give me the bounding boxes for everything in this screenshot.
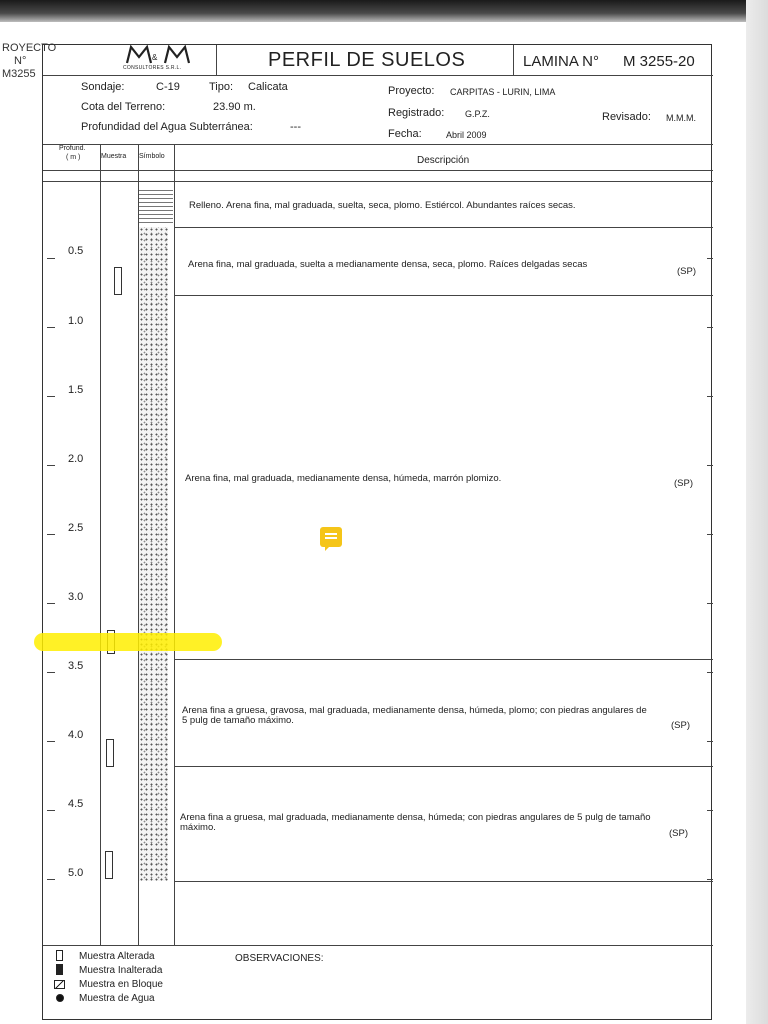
stratum-4-description: Arena fina a gruesa, gravosa, mal graduada, medianamente densa, húmeda, plomo; con piedras angulares de 5 pulg de tamaño máximo. (182, 705, 647, 726)
description-column-header: Descripción (417, 155, 470, 166)
agua-label: Profundidad del Agua Subterránea: (81, 121, 253, 133)
left-margin-label-2: N° (14, 55, 27, 67)
lamina-label: LAMINA N° (523, 53, 600, 70)
observaciones-label: OBSERVACIONES: (235, 953, 324, 964)
cota-label: Cota del Terreno: (81, 101, 166, 113)
depth-tick-label: 1.0 (68, 315, 84, 327)
stratum-4-class: (SP) (671, 720, 690, 731)
depth-tick-label: 5.0 (68, 867, 84, 879)
symbol-column-line (174, 144, 175, 945)
sand-symbol (139, 227, 168, 881)
left-margin-label-3: M3255 (2, 68, 36, 80)
cota-value: 23.90 m. (213, 101, 256, 113)
stratum-boundary (174, 295, 713, 296)
stratum-3-description: Arena fina, mal graduada, medianamente densa, húmeda, marrón plomizo. (185, 473, 502, 484)
stratum-boundary (174, 881, 713, 882)
proyecto-value: CARPITAS - LURIN, LIMA (450, 87, 556, 97)
legend-label: Muestra de Agua (79, 993, 155, 1004)
depth-tick-label: 2.0 (68, 453, 84, 465)
sample-disturbed-icon (56, 950, 63, 961)
highlight-annotation[interactable] (34, 633, 222, 651)
table-header-bottom (43, 170, 713, 171)
left-margin-label-1: ROYECTO (2, 42, 57, 54)
soil-profile-sheet (42, 44, 712, 1020)
stratum-boundary (174, 227, 713, 228)
sample-marker (105, 851, 113, 879)
header-divider (43, 75, 713, 76)
proyecto-label: Proyecto: (388, 85, 435, 97)
stratum-1-description: Relleno. Arena fina, mal graduada, suelta, seca, plomo. Estiércol. Abundantes raíces secas. (189, 200, 576, 211)
stratum-2-class: (SP) (677, 266, 696, 277)
profile-top (43, 181, 713, 182)
tipo-value: Calicata (248, 81, 288, 93)
sample-column-header: Muestra (101, 153, 127, 160)
depth-unit-header: ( m ) (66, 154, 81, 161)
legend-label: Muestra en Bloque (79, 979, 163, 990)
comment-icon[interactable] (320, 527, 342, 547)
water-sample-icon (56, 994, 64, 1002)
scan-right-edge (746, 0, 768, 1024)
legend-label: Muestra Inalterada (79, 965, 163, 976)
registrado-label: Registrado: (388, 107, 445, 119)
depth-column-line (100, 144, 101, 945)
stratum-boundary (174, 659, 713, 660)
company-name: CONSULTORES S.R.L. (123, 65, 182, 71)
agua-value: --- (290, 121, 301, 133)
sample-undisturbed-icon (56, 964, 63, 975)
depth-tick-label: 4.0 (68, 729, 84, 741)
depth-tick-label: 3.0 (68, 591, 84, 603)
symbol-column-header: Símbolo (139, 153, 165, 160)
stratum-3-class: (SP) (674, 478, 693, 489)
sample-block-icon (54, 980, 65, 989)
page-title: PERFIL DE SUELOS (268, 49, 466, 71)
sample-marker (114, 267, 122, 295)
tipo-label: Tipo: (209, 81, 234, 93)
depth-tick-label: 1.5 (68, 384, 84, 396)
fecha-label: Fecha: (388, 128, 422, 140)
sample-marker (106, 739, 114, 767)
table-header-top (43, 144, 713, 145)
depth-tick-label: 0.5 (68, 245, 84, 257)
fecha-value: Abril 2009 (446, 130, 487, 140)
revisado-value: M.M.M. (666, 113, 696, 123)
depth-tick-label: 4.5 (68, 798, 84, 810)
sondaje-value: C-19 (156, 81, 180, 93)
svg-text:&: & (152, 53, 158, 62)
sondaje-label: Sondaje: (81, 81, 125, 93)
revisado-label: Revisado: (602, 111, 651, 123)
depth-column-header: Profund. (59, 145, 86, 152)
legend-label: Muestra Alterada (79, 951, 155, 962)
legend-divider (43, 945, 713, 946)
lamina-value: M 3255-20 (623, 53, 695, 70)
stratum-5-description: Arena fina a gruesa, mal graduada, medianamente densa, húmeda; con piedras angulares de 5 pulg de tamaño máximo. (180, 812, 651, 833)
stratum-2-description: Arena fina, mal graduada, suelta a medianamente densa, seca, plomo. Raíces delgadas secas (188, 259, 588, 270)
stratum-boundary (174, 766, 713, 767)
fill-symbol (139, 187, 173, 223)
title-divider (513, 45, 514, 75)
scan-top-edge (0, 0, 768, 22)
registrado-value: G.P.Z. (465, 109, 490, 119)
depth-tick-label: 3.5 (68, 660, 84, 672)
stratum-5-class: (SP) (669, 828, 688, 839)
logo-divider (216, 45, 217, 75)
depth-tick-label: 2.5 (68, 522, 84, 534)
